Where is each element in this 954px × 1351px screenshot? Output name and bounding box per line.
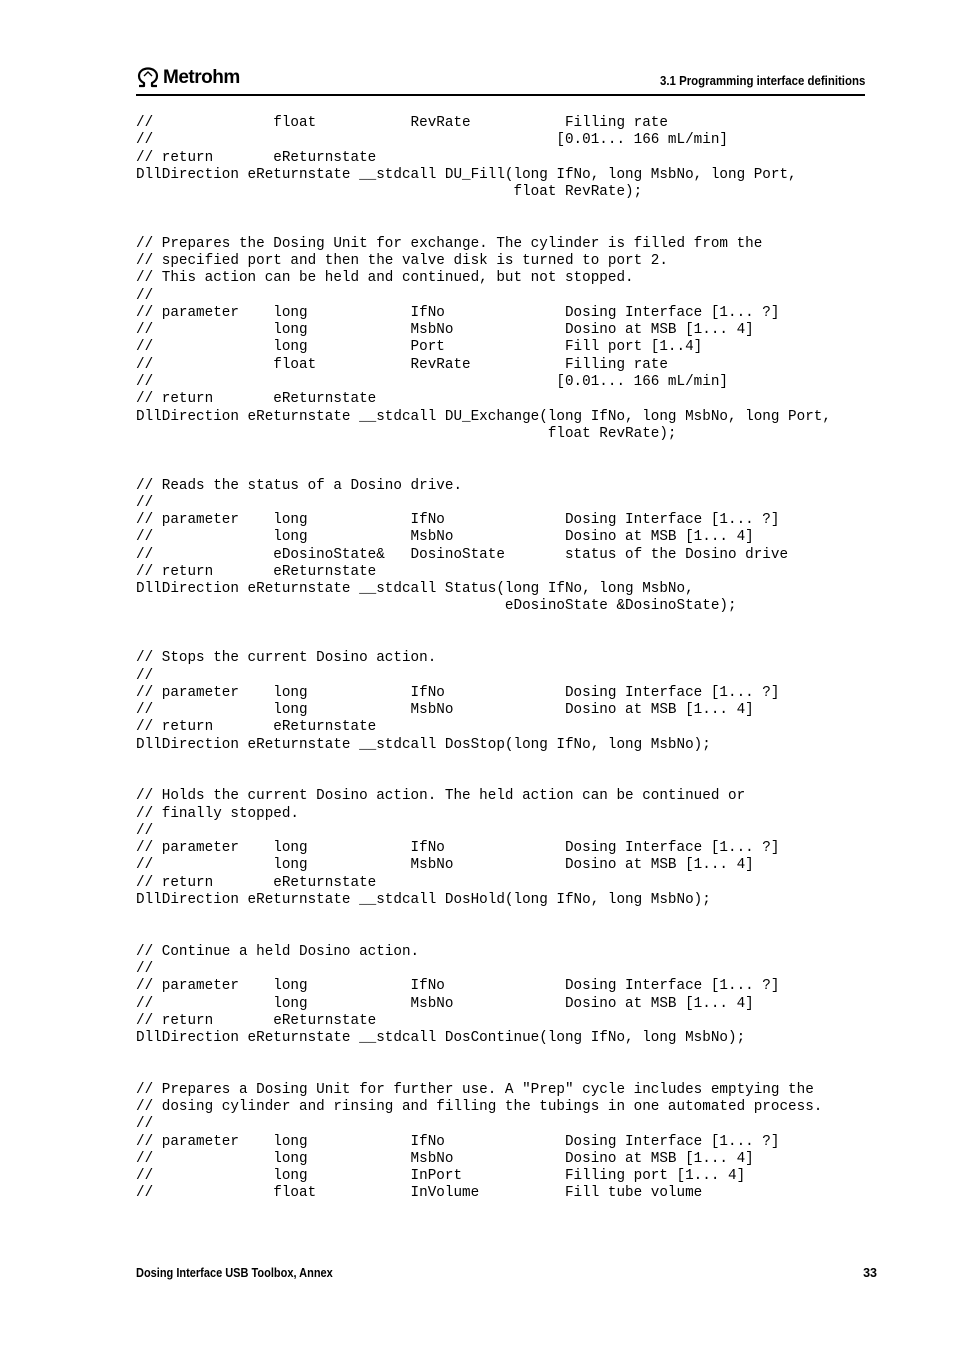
- code-line: // long Port Fill port [1..4]: [136, 339, 703, 356]
- code-line: DllDirection eReturnstate __stdcall DosStop(long IfNo, long MsbNo);: [136, 736, 711, 753]
- code-line: // long MsbNo Dosino at MSB [1... 4]: [136, 1150, 754, 1167]
- code-line: // long MsbNo Dosino at MSB [1... 4]: [136, 702, 754, 719]
- code-line: //: [136, 961, 154, 978]
- code-line: // Prepares a Dosing Unit for further use. A "Prep" cycle includes emptying the: [136, 1081, 814, 1098]
- footer-page-number: 33: [863, 1266, 877, 1280]
- code-line: // [0.01... 166 mL/min]: [136, 132, 728, 149]
- code-line: // long MsbNo Dosino at MSB [1... 4]: [136, 322, 754, 339]
- code-line: // This action can be held and continued, but not stopped.: [136, 270, 634, 287]
- code-line: // parameter long IfNo Dosing Interface [1... ?]: [136, 978, 780, 995]
- code-line: // return eReturnstate: [136, 1012, 377, 1029]
- code-line: // long MsbNo Dosino at MSB [1... 4]: [136, 857, 754, 874]
- code-line: // finally stopped.: [136, 805, 300, 822]
- code-line: float RevRate);: [136, 425, 677, 442]
- code-line: // return eReturnstate: [136, 563, 377, 580]
- code-line: DllDirection eReturnstate __stdcall DU_Exchange(long IfNo, long MsbNo, long Port,: [136, 408, 831, 425]
- code-line: DllDirection eReturnstate __stdcall Status(long IfNo, long MsbNo,: [136, 581, 694, 598]
- code-line: eDosinoState &DosinoState);: [136, 598, 737, 615]
- code-line: // dosing cylinder and rinsing and filling the tubings in one automated process.: [136, 1099, 823, 1116]
- omega-logo-icon: [136, 67, 160, 89]
- code-line: // Continue a held Dosino action.: [136, 943, 420, 960]
- code-line: // long MsbNo Dosino at MSB [1... 4]: [136, 995, 754, 1012]
- code-line: // return eReturnstate: [136, 391, 377, 408]
- section-title: 3.1 Programming interface definitions: [659, 73, 865, 88]
- code-line: DllDirection eReturnstate __stdcall DosHold(long IfNo, long MsbNo);: [136, 891, 711, 908]
- footer-document-title: Dosing Interface USB Toolbox, Annex: [136, 1266, 333, 1280]
- code-line: // return eReturnstate: [136, 719, 377, 736]
- code-line: //: [136, 1116, 154, 1133]
- code-line: //: [136, 287, 154, 304]
- code-line: // Holds the current Dosino action. The held action can be continued or: [136, 788, 746, 805]
- code-line: // float RevRate Filling rate: [136, 115, 668, 131]
- code-line: //: [136, 667, 154, 684]
- code-line: // return eReturnstate: [136, 149, 377, 166]
- code-listing: [136, 115, 831, 1203]
- page-header: [136, 66, 865, 96]
- code-line: float RevRate);: [136, 184, 643, 201]
- code-line: // parameter long IfNo Dosing Interface [1... ?]: [136, 512, 780, 529]
- brand-logo: [136, 66, 240, 90]
- code-line: // return eReturnstate: [136, 874, 377, 891]
- code-line: // parameter long IfNo Dosing Interface [1... ?]: [136, 1133, 780, 1150]
- code-line: //: [136, 494, 154, 511]
- code-line: // long InPort Filling port [1... 4]: [136, 1168, 746, 1185]
- code-line: // float RevRate Filling rate: [136, 356, 668, 373]
- code-line: // float InVolume Fill tube volume: [136, 1185, 703, 1202]
- code-line: // Stops the current Dosino action.: [136, 650, 437, 667]
- code-line: // long MsbNo Dosino at MSB [1... 4]: [136, 529, 754, 546]
- code-line: DllDirection eReturnstate __stdcall DU_Fill(long IfNo, long MsbNo, long Port,: [136, 166, 797, 183]
- code-line: // parameter long IfNo Dosing Interface [1... ?]: [136, 684, 780, 701]
- code-line: // parameter long IfNo Dosing Interface [1... ?]: [136, 304, 780, 321]
- code-line: //: [136, 822, 154, 839]
- code-line: DllDirection eReturnstate __stdcall DosContinue(long IfNo, long MsbNo);: [136, 1030, 746, 1047]
- code-line: // eDosinoState& DosinoState status of the Dosino drive: [136, 546, 789, 563]
- code-line: // parameter long IfNo Dosing Interface [1... ?]: [136, 840, 780, 857]
- code-line: // Reads the status of a Dosino drive.: [136, 477, 463, 494]
- code-line: // [0.01... 166 mL/min]: [136, 373, 728, 390]
- code-line: // Prepares the Dosing Unit for exchange. The cylinder is filled from the: [136, 235, 763, 252]
- brand-name: Metrohm: [163, 67, 240, 88]
- code-line: // specified port and then the valve disk is turned to port 2.: [136, 253, 668, 270]
